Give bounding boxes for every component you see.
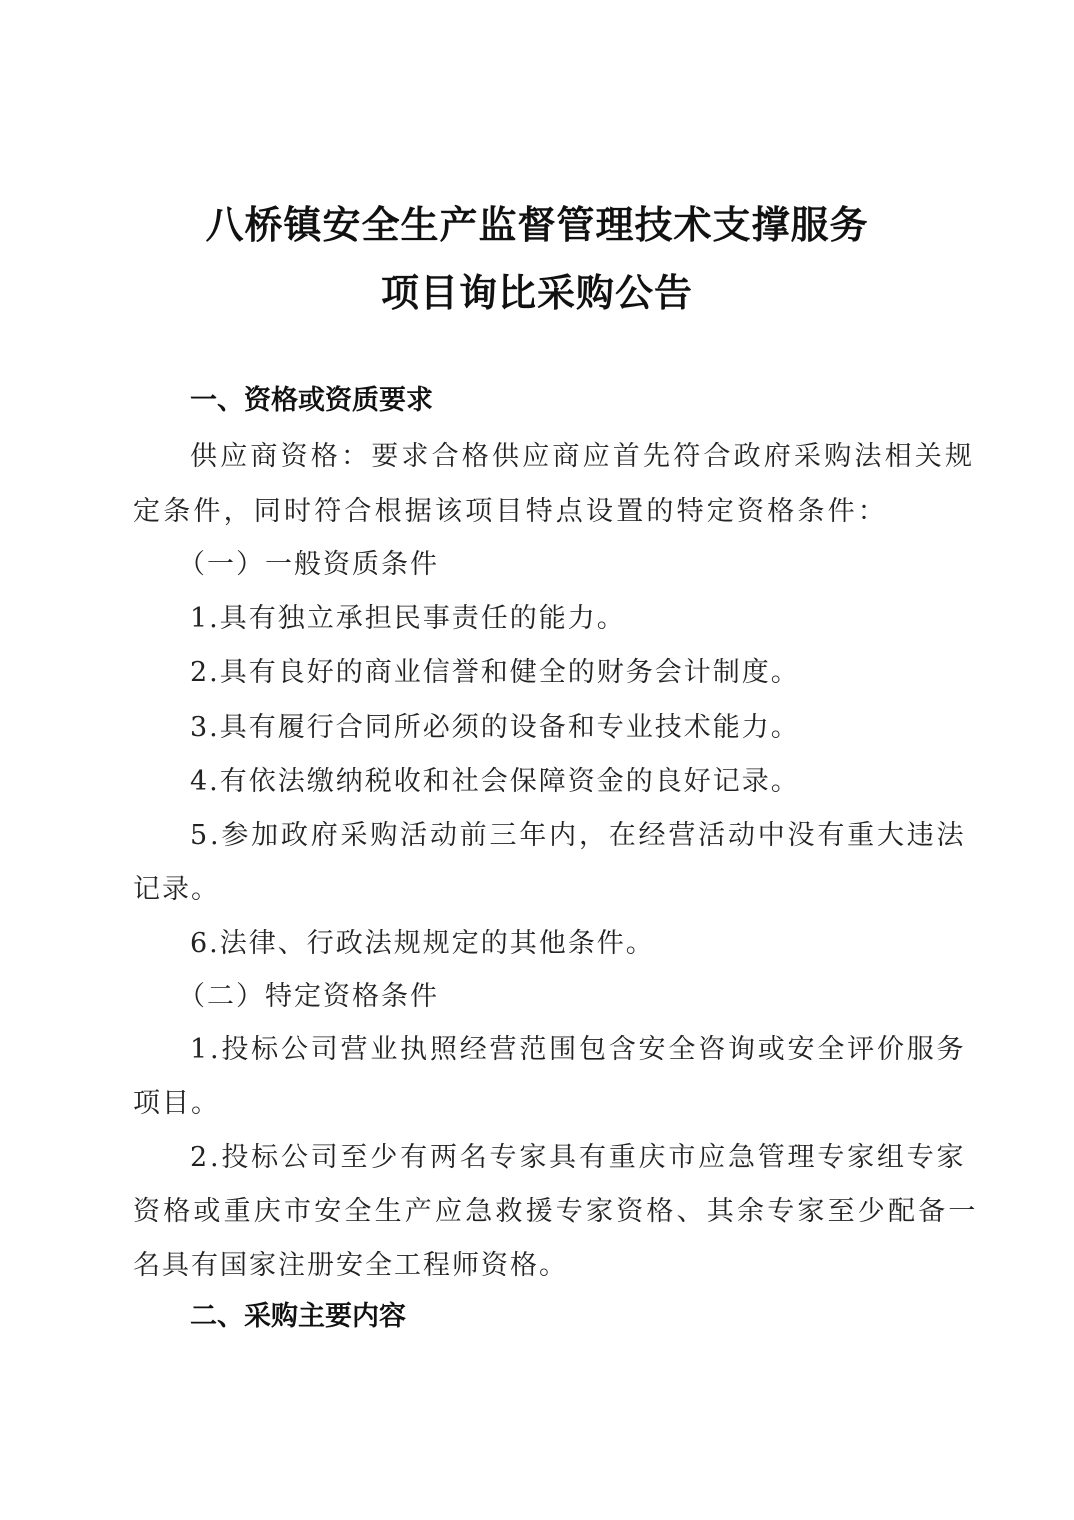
intro-line-1: 供应商资格：要求合格供应商应首先符合政府采购法相关规: [190, 441, 976, 472]
document-title-line-2: 项目询比采购公告: [380, 271, 693, 315]
general-item-5-line-2: 记录。: [133, 874, 220, 905]
specific-item-2-line-2: 资格或重庆市安全生产应急救援专家资格、其余专家至少配备一: [133, 1196, 979, 1227]
specific-item-1-line-2: 项目。: [133, 1088, 220, 1119]
general-qualifications-heading: （一）一般资质条件: [178, 549, 439, 580]
general-item-3: 3.具有履行合同所必须的设备和专业技术能力。: [190, 712, 800, 743]
intro-line-2: 定条件，同时符合根据该项目特点设置的特定资格条件：: [133, 496, 888, 527]
general-item-1: 1.具有独立承担民事责任的能力。: [190, 603, 626, 634]
general-item-2: 2.具有良好的商业信誉和健全的财务会计制度。: [190, 657, 800, 688]
general-item-4: 4.有依法缴纳税收和社会保障资金的良好记录。: [190, 766, 800, 797]
general-item-5-line-1: 5.参加政府采购活动前三年内，在经营活动中没有重大违法: [190, 820, 967, 851]
specific-item-1-line-1: 1.投标公司营业执照经营范围包含安全咨询或安全评价服务: [190, 1034, 967, 1065]
document-title-line-1: 八桥镇安全生产监督管理技术支撑服务: [205, 203, 869, 247]
specific-item-2-line-3: 名具有国家注册安全工程师资格。: [133, 1250, 568, 1281]
section-2-heading: 二、采购主要内容: [190, 1301, 406, 1332]
section-1-heading: 一、资格或资质要求: [190, 385, 433, 416]
general-item-6: 6.法律、行政法规规定的其他条件。: [190, 928, 655, 959]
specific-qualifications-heading: （二）特定资格条件: [178, 981, 439, 1012]
specific-item-2-line-1: 2.投标公司至少有两名专家具有重庆市应急管理专家组专家: [190, 1142, 967, 1173]
